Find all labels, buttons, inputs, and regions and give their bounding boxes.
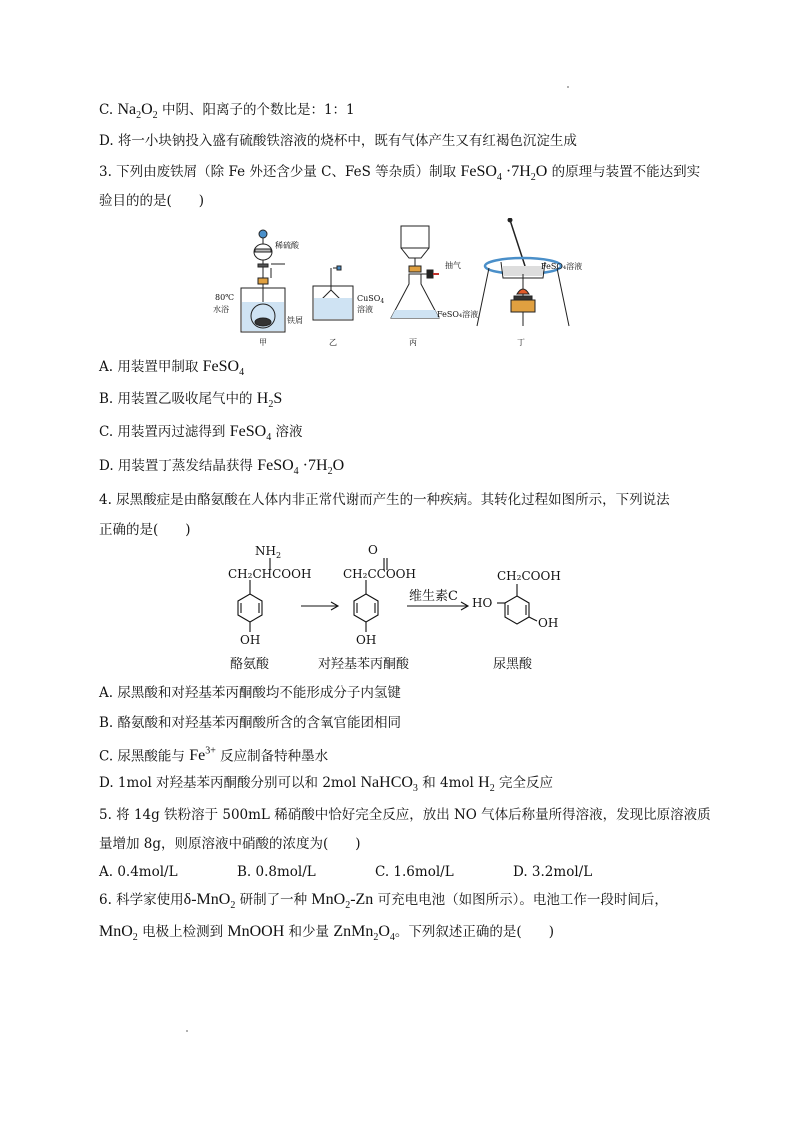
q4-option-d: D. 1mol 对羟基苯丙酮酸分别可以和 2mol NaHCO$_3$ 和 4mol $H_2$ 完全反应 xyxy=(99,774,553,795)
q5-option-b: B. 0.8mol/L xyxy=(237,864,316,880)
q3-stem-line1: 3. 下列由废铁屑（除 Fe 外还含少量 C、FeS 等杂质）制取 FeSO$_4$ $\cdot 7H_2O$ 的原理与装置不能达到实 xyxy=(99,163,701,184)
q2-option-c: C. $Na_2O_2$ 中阴、阳离子的个数比是：1：1 xyxy=(99,101,355,122)
apparatus-ding xyxy=(477,218,569,326)
apparatus-yi xyxy=(313,266,353,320)
label-ding: 丁 xyxy=(517,338,525,347)
scan-dot xyxy=(186,1030,188,1032)
q3-stem-line2: 验目的的是( ) xyxy=(99,193,205,209)
q3-option-c: C. 用装置丙过滤得到 FeSO$_4$ 溶液 xyxy=(99,423,303,444)
q4-option-b: B. 酪氨酸和对羟基苯丙酮酸所含的含氧官能团相同 xyxy=(99,715,402,731)
label-tyrosine: 酪氨酸 xyxy=(230,657,270,672)
label-suction: 抽气 xyxy=(445,261,461,270)
q4-option-a: A. 尿黑酸和对羟基苯丙酮酸均不能形成分子内氢键 xyxy=(99,685,401,701)
q6-stem-line1: 6. 科学家使用δ-MnO$_2$ 研制了一种 MnO$_2$-Zn 可充电电池（如图所示）。电池工作一段时间后， xyxy=(99,891,668,912)
label-oh-2: OH xyxy=(356,633,377,647)
label-yi: 乙 xyxy=(329,338,337,347)
q6-stem-line2: MnO$_2$ 电极上检测到 MnOOH 和少量 $ZnMn_2O_4$。下列叙述正确的是( ) xyxy=(99,923,554,944)
label-nh2: $NH_2$ xyxy=(255,544,282,560)
label-hydroxyphenylpyruvic: 对羟基苯丙酮酸 xyxy=(318,657,410,672)
q5-stem-line1: 5. 将 14g 铁粉溶于 500mL 稀硝酸中恰好完全反应，放出 NO 气体后称量所得溶液，发现比原溶液质 xyxy=(99,807,711,823)
q4-stem-line1: 4. 尿黑酸症是由酪氨酸在人体内非正常代谢而产生的一种疾病。其转化过程如图所示，下列说法 xyxy=(99,492,670,508)
label-oh-3: OH xyxy=(538,616,559,630)
apparatus-bing xyxy=(391,226,439,318)
label-dilute-acid: 稀硫酸 xyxy=(275,241,299,250)
label-vitamin-c: 维生素C xyxy=(409,589,458,604)
q5-option-a: A. 0.4mol/L xyxy=(99,864,178,880)
q4-reaction-figure xyxy=(225,542,595,674)
label-bath-temp: 80℃ xyxy=(215,293,235,302)
label-water-bath: 水浴 xyxy=(213,305,229,314)
q3-option-b: B. 用装置乙吸收尾气中的 $H_2S$ xyxy=(99,390,283,411)
label-iron-scraps: 铁屑 xyxy=(287,316,303,325)
homogentisic-acid-structure xyxy=(497,584,537,624)
q2-option-d: D. 将一小块钠投入盛有硫酸铁溶液的烧杯中，既有气体产生又有红褐色沉淀生成 xyxy=(99,133,577,149)
q3-option-a: A. 用装置甲制取 FeSO$_4$ xyxy=(99,358,245,379)
q5-option-c: C. 1.6mol/L xyxy=(375,864,454,880)
label-homogentisic-acid: 尿黑酸 xyxy=(493,657,533,672)
label-jia: 甲 xyxy=(259,338,267,347)
scan-dot xyxy=(567,86,569,88)
q5-option-d: D. 3.2mol/L xyxy=(513,864,593,880)
label-ketone-o: O xyxy=(368,543,378,557)
label-feso4-ding: FeSO₄溶液 xyxy=(541,262,583,271)
label-ho: HO xyxy=(472,596,493,610)
q5-stem-line2: 量增加 8g，则原溶液中硝酸的浓度为( ) xyxy=(99,836,361,852)
label-pyruvic-chain: CH₂CCOOH xyxy=(343,567,416,581)
q3-apparatus-figure xyxy=(205,218,595,348)
q4-option-c: C. 尿黑酸能与 $Fe^{3+}$ 反应制备特种墨水 xyxy=(99,746,329,765)
label-acid-chain: CH₂COOH xyxy=(497,569,561,583)
label-oh-1: OH xyxy=(240,633,261,647)
q3-option-d: D. 用装置丁蒸发结晶获得 FeSO$_4$ $\cdot 7H_2O$ xyxy=(99,457,345,478)
label-tyrosine-chain: CH₂CHCOOH xyxy=(228,567,312,581)
label-feso4-bing: FeSO₄溶液 xyxy=(437,310,479,319)
q5-options xyxy=(99,862,651,882)
label-cuso4: CuSO$_4$ xyxy=(357,294,385,305)
q4-stem-line2: 正确的是( ) xyxy=(99,522,191,538)
label-bing: 丙 xyxy=(409,338,417,347)
label-cuso4-solution: 溶液 xyxy=(357,305,373,314)
